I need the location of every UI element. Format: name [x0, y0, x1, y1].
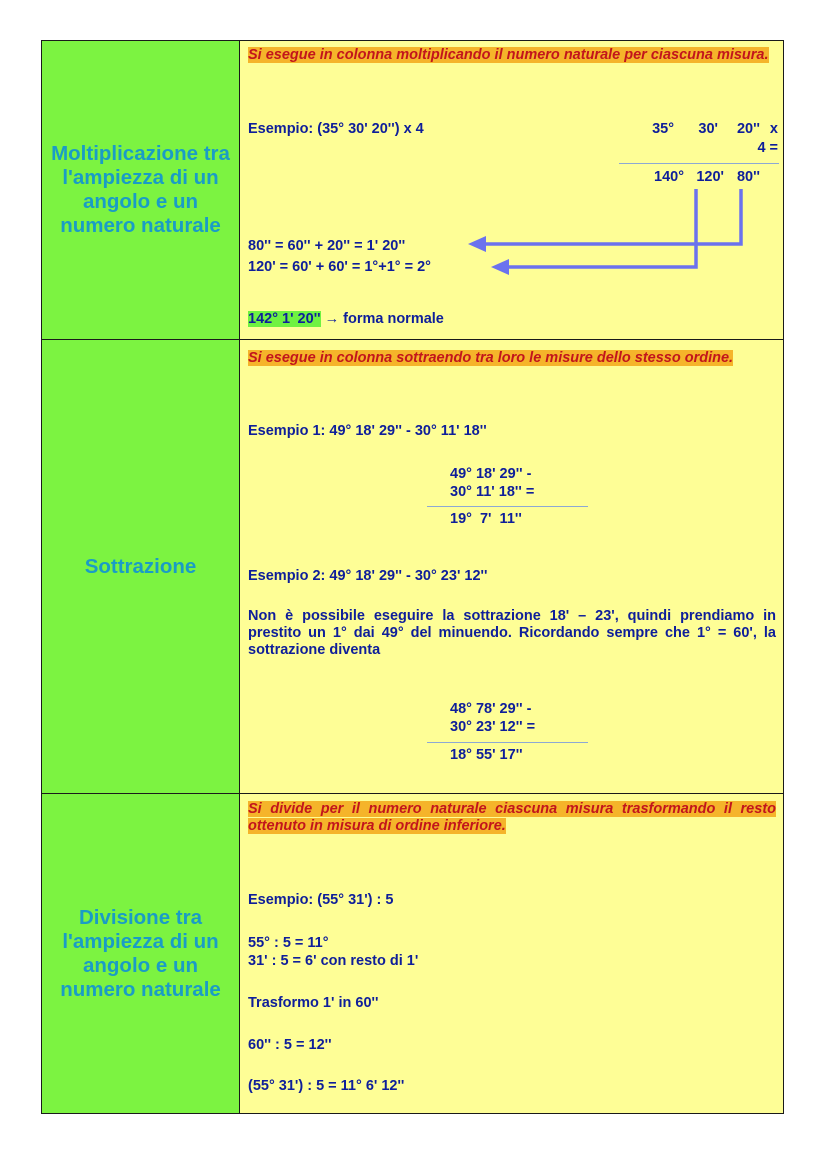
row-content — [240, 340, 783, 793]
final-result: 142° 1' 20'' → forma normale — [248, 311, 444, 327]
col-degrees: 35° — [652, 121, 674, 137]
row-title: Moltiplicazione tra l'ampiezza di un angolo e un numero naturale — [42, 41, 240, 339]
calc1-minuend: 49° 18' 29'' - — [450, 466, 532, 482]
row-title: Sottrazione — [42, 340, 240, 793]
calc1-result: 19° 7' 11'' — [450, 511, 522, 527]
row-multiplication — [42, 41, 783, 340]
division-result: (55° 31') : 5 = 11° 6' 12'' — [248, 1078, 405, 1094]
calc2-minuend: 48° 78' 29'' - — [450, 701, 532, 717]
row-title: Divisione tra l'ampiezza di un angolo e un numero naturale — [42, 794, 240, 1113]
normal-form-value: 142° 1' 20'' — [248, 311, 321, 327]
division-step-3: Trasformo 1' in 60'' — [248, 995, 379, 1011]
example-text: Esempio: (55° 31') : 5 — [248, 892, 394, 908]
operations-table — [41, 40, 784, 1114]
conversion-seconds: 80'' = 60'' + 20'' = 1' 20'' — [248, 238, 406, 254]
calc1-divider — [427, 506, 588, 507]
arrow-seconds-icon — [480, 189, 741, 244]
conversion-minutes: 120' = 60' + 60' = 1°+1° = 2° — [248, 259, 431, 275]
division-step-2: 31' : 5 = 6' con resto di 1' — [248, 953, 419, 969]
row-content — [240, 794, 783, 1113]
explanation: Non è possibile eseguire la sottrazione 18' – 23', quindi prendiamo in prestito un 1° dai 49° del minuendo. Ricordando sempre che 1° = 60', la sottrazione diventa — [248, 608, 776, 658]
example-text: Esempio: (35° 30' 20'') x 4 — [248, 121, 424, 137]
row-division — [42, 794, 783, 1113]
row-subtraction — [42, 340, 783, 794]
result-seconds: 80'' — [736, 169, 760, 185]
example-1: Esempio 1: 49° 18' 29'' - 30° 11' 18'' — [248, 423, 487, 439]
calc2-divider — [427, 742, 588, 743]
division-step-4: 60'' : 5 = 12'' — [248, 1037, 332, 1053]
arrow-minutes-icon — [503, 189, 696, 267]
col-minutes: 30' — [698, 121, 718, 137]
calc2-result: 18° 55' 17'' — [450, 747, 523, 763]
intro-text: Si divide per il numero naturale ciascuna misura trasformando il resto ottenuto in misura di ordine inferiore. — [248, 801, 776, 834]
intro-text: Si esegue in colonna moltiplicando il numero naturale per ciascuna misura. — [248, 47, 769, 63]
conversion-arrows — [240, 41, 785, 340]
division-step-1: 55° : 5 = 11° — [248, 935, 329, 951]
calc2-subtrahend: 30° 23' 12'' = — [450, 719, 536, 735]
col-times-sign: x — [769, 121, 778, 137]
result-minutes: 120' — [696, 169, 724, 185]
intro-text: Si esegue in colonna sottraendo tra loro le misure dello stesso ordine. — [248, 350, 734, 366]
calc1-subtrahend: 30° 11' 18'' = — [450, 484, 535, 500]
row-content — [240, 41, 783, 339]
example-2: Esempio 2: 49° 18' 29'' - 30° 23' 12'' — [248, 568, 488, 584]
col-seconds: 20'' — [736, 121, 760, 137]
result-degrees: 140° — [654, 169, 684, 185]
col-multiplier: 4 = — [757, 140, 778, 156]
